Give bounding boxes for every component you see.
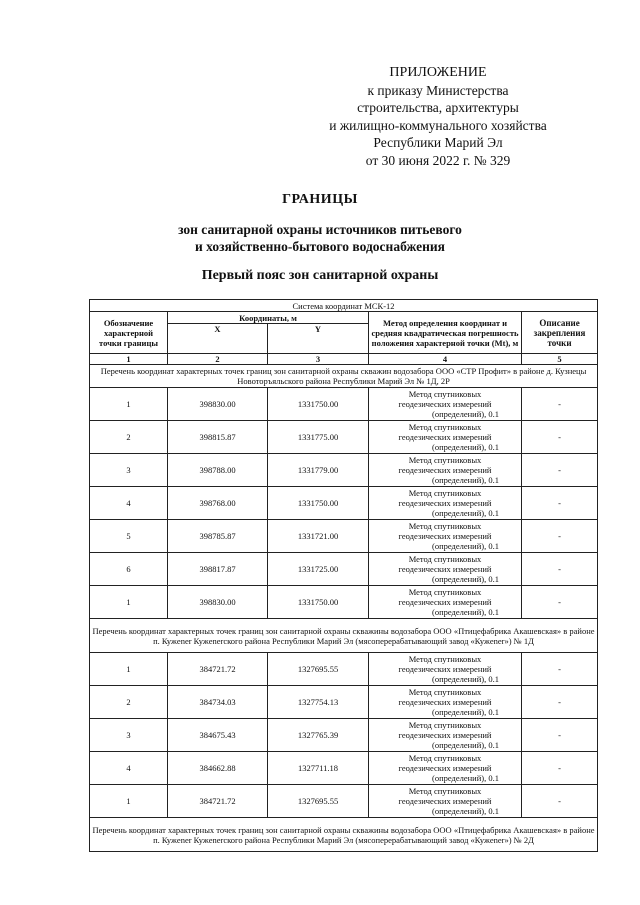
coord-y: 1331721.00 bbox=[268, 520, 369, 553]
method-text: геодезических измерений bbox=[398, 531, 492, 541]
method-text: (определений), 0.1 bbox=[431, 475, 499, 485]
coord-x: 384721.72 bbox=[168, 653, 268, 686]
method-text: (определений), 0.1 bbox=[431, 707, 499, 717]
method-text: геодезических измерений bbox=[398, 730, 492, 740]
header-y: Y bbox=[268, 324, 369, 354]
appendix-date: от 30 июня 2022 г. № 329 bbox=[365, 152, 511, 168]
coord-x: 398768.00 bbox=[168, 487, 268, 520]
table-row bbox=[90, 553, 598, 586]
point-id: 1 bbox=[90, 785, 168, 818]
method-cell bbox=[369, 553, 522, 586]
document-title: ГРАНИЦЫ bbox=[282, 192, 358, 207]
coord-y: 1331750.00 bbox=[268, 586, 369, 619]
coord-x: 384734.03 bbox=[168, 686, 268, 719]
table-row bbox=[90, 487, 598, 520]
method-cell bbox=[369, 388, 522, 421]
table-row bbox=[90, 752, 598, 785]
group-title: Перечень координат характерных точек границ зон санитарной охраны скважины водозабора ООО «Птицефабрика Акашевская» в районе п. Кужener Кужenerского района Республики Марий Эл (мясоперерабатывающий завод «Кужener») № 2Д bbox=[90, 818, 598, 852]
method-text: (определений), 0.1 bbox=[431, 740, 499, 750]
method-cell bbox=[369, 752, 522, 785]
coordinates-table bbox=[89, 299, 598, 852]
coord-y: 1327711.18 bbox=[268, 752, 369, 785]
point-desc: - bbox=[522, 421, 598, 454]
method-text: геодезических измерений bbox=[398, 763, 492, 773]
header-x: X bbox=[168, 324, 268, 354]
table-row bbox=[90, 421, 598, 454]
point-desc: - bbox=[522, 520, 598, 553]
col-number: 4 bbox=[369, 354, 522, 365]
method-text: геодезических измерений bbox=[398, 432, 492, 442]
point-id: 1 bbox=[90, 586, 168, 619]
point-desc: - bbox=[522, 487, 598, 520]
method-text: геодезических измерений bbox=[398, 664, 492, 674]
method-text: геодезических измерений bbox=[398, 465, 492, 475]
coord-x: 398788.00 bbox=[168, 454, 268, 487]
method-text: Метод спутниковых bbox=[408, 786, 482, 796]
method-cell bbox=[369, 686, 522, 719]
table-row bbox=[90, 719, 598, 752]
point-desc: - bbox=[522, 586, 598, 619]
coord-y: 1327765.39 bbox=[268, 719, 369, 752]
coord-y: 1331775.00 bbox=[268, 421, 369, 454]
method-text: (определений), 0.1 bbox=[431, 773, 499, 783]
method-text: Метод спутниковых bbox=[408, 455, 482, 465]
coord-y: 1331750.00 bbox=[268, 487, 369, 520]
coord-x: 384675.43 bbox=[168, 719, 268, 752]
appendix-title: ПРИЛОЖЕНИЕ bbox=[389, 65, 487, 80]
method-text: (определений), 0.1 bbox=[431, 574, 499, 584]
method-text: Метод спутниковых bbox=[408, 720, 482, 730]
point-id: 4 bbox=[90, 752, 168, 785]
col-number: 1 bbox=[90, 354, 168, 365]
method-text: Метод спутниковых bbox=[408, 521, 482, 531]
point-desc: - bbox=[522, 653, 598, 686]
point-id: 6 bbox=[90, 553, 168, 586]
coord-x: 384662.88 bbox=[168, 752, 268, 785]
col-number: 3 bbox=[268, 354, 369, 365]
point-id: 3 bbox=[90, 454, 168, 487]
method-text: Метод спутниковых bbox=[408, 422, 482, 432]
method-text: геодезических измерений bbox=[398, 564, 492, 574]
method-text: Метод спутниковых bbox=[408, 554, 482, 564]
appendix-line: Республики Марий Эл bbox=[373, 135, 503, 150]
subtitle-line: и хозяйственно-бытового водоснабжения bbox=[195, 239, 445, 254]
method-text: (определений), 0.1 bbox=[431, 674, 499, 684]
coord-system: Система координат МСК-12 bbox=[90, 300, 598, 312]
method-text: геодезических измерений bbox=[398, 498, 492, 508]
point-desc: - bbox=[522, 686, 598, 719]
table-row bbox=[90, 388, 598, 421]
point-id: 2 bbox=[90, 686, 168, 719]
method-text: геодезических измерений bbox=[398, 796, 492, 806]
appendix-line: строительства, архитектуры bbox=[357, 100, 519, 115]
point-id: 2 bbox=[90, 421, 168, 454]
header-point: Обозначение характерной точки границы bbox=[90, 312, 168, 354]
point-desc: - bbox=[522, 752, 598, 785]
table-row bbox=[90, 686, 598, 719]
appendix-line: и жилищно-коммунального хозяйства bbox=[329, 117, 547, 133]
table-row bbox=[90, 653, 598, 686]
method-text: (определений), 0.1 bbox=[431, 508, 499, 518]
coord-x: 384721.72 bbox=[168, 785, 268, 818]
method-text: геодезических измерений bbox=[398, 697, 492, 707]
method-text: Метод спутниковых bbox=[408, 488, 482, 498]
document-subtitle bbox=[0, 221, 640, 255]
point-id: 4 bbox=[90, 487, 168, 520]
coord-y: 1327695.55 bbox=[268, 785, 369, 818]
header-coords: Координаты, м bbox=[168, 312, 369, 324]
method-text: геодезических измерений bbox=[398, 597, 492, 607]
method-text: (определений), 0.1 bbox=[431, 409, 499, 419]
coord-x: 398830.00 bbox=[168, 586, 268, 619]
coord-x: 398817.87 bbox=[168, 553, 268, 586]
group-title: Перечень координат характерных точек границ зон санитарной охраны скважин водозабора ООО «СТР Профит» в районе д. Кузнецы Новоторъяльского района Республики Марий Эл № 1Д, 2Р bbox=[90, 365, 598, 388]
method-cell bbox=[369, 719, 522, 752]
method-text: (определений), 0.1 bbox=[431, 541, 499, 551]
point-id: 3 bbox=[90, 719, 168, 752]
belt-title: Первый пояс зон санитарной охраны bbox=[201, 268, 439, 283]
group-title: Перечень координат характерных точек границ зон санитарной охраны скважины водозабора ООО «Птицефабрика Акашевская» в районе п. Кужener Кужenerского района Республики Марий Эл (мясоперерабатывающий завод «Кужener») № 1Д bbox=[90, 619, 598, 653]
method-cell bbox=[369, 520, 522, 553]
point-desc: - bbox=[522, 553, 598, 586]
coord-x: 398830.00 bbox=[168, 388, 268, 421]
point-desc: - bbox=[522, 388, 598, 421]
method-text: Метод спутниковых bbox=[408, 753, 482, 763]
coord-y: 1331725.00 bbox=[268, 553, 369, 586]
method-text: Метод спутниковых bbox=[408, 654, 482, 664]
method-text: Метод спутниковых bbox=[408, 687, 482, 697]
coord-x: 398785.87 bbox=[168, 520, 268, 553]
point-desc: - bbox=[522, 719, 598, 752]
subtitle-line: зон санитарной охраны источников питьевого bbox=[178, 222, 462, 237]
col-number: 5 bbox=[522, 354, 598, 365]
method-cell bbox=[369, 586, 522, 619]
coord-y: 1331779.00 bbox=[268, 454, 369, 487]
point-id: 1 bbox=[90, 388, 168, 421]
coord-x: 398815.87 bbox=[168, 421, 268, 454]
method-text: Метод спутниковых bbox=[408, 389, 482, 399]
method-cell bbox=[369, 785, 522, 818]
header-desc: Описание закрепления точки bbox=[522, 312, 598, 354]
method-text: (определений), 0.1 bbox=[431, 806, 499, 816]
coord-y: 1327754.13 bbox=[268, 686, 369, 719]
table-row bbox=[90, 586, 598, 619]
point-id: 1 bbox=[90, 653, 168, 686]
method-text: Метод спутниковых bbox=[408, 587, 482, 597]
appendix-block bbox=[288, 64, 588, 169]
header-method: Метод определения координат и средняя квадратическая погрешность положения характерной точки (Mt), м bbox=[369, 312, 522, 354]
col-number: 2 bbox=[168, 354, 268, 365]
point-desc: - bbox=[522, 454, 598, 487]
coord-y: 1331750.00 bbox=[268, 388, 369, 421]
point-id: 5 bbox=[90, 520, 168, 553]
point-desc: - bbox=[522, 785, 598, 818]
method-cell bbox=[369, 454, 522, 487]
table-row bbox=[90, 785, 598, 818]
coord-y: 1327695.55 bbox=[268, 653, 369, 686]
table-row bbox=[90, 520, 598, 553]
appendix-line: к приказу Министерства bbox=[367, 82, 509, 98]
method-text: геодезических измерений bbox=[398, 399, 492, 409]
method-cell bbox=[369, 421, 522, 454]
method-cell bbox=[369, 653, 522, 686]
table-row bbox=[90, 454, 598, 487]
method-cell bbox=[369, 487, 522, 520]
method-text: (определений), 0.1 bbox=[431, 607, 499, 617]
method-text: (определений), 0.1 bbox=[431, 442, 499, 452]
